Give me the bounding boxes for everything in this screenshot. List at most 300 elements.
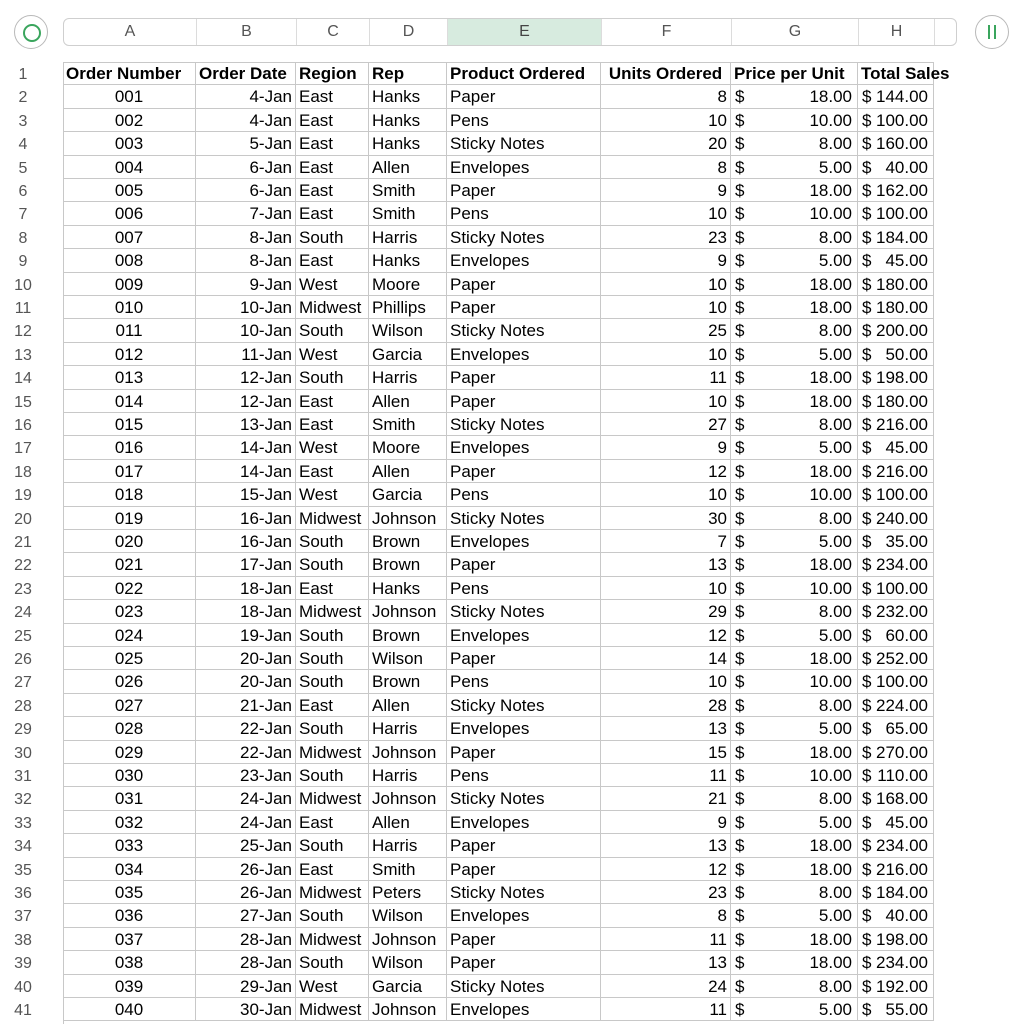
table-cell[interactable]: 11 [601,764,731,787]
table-cell[interactable]: 8 [601,156,731,179]
total-cell[interactable] [858,787,934,810]
row-number[interactable]: 29 [14,721,32,739]
price-cell[interactable] [731,156,858,179]
table-cell[interactable]: 16-Jan [196,507,296,530]
price-cell[interactable] [731,366,858,389]
table-cell[interactable]: Smith [369,179,447,202]
total-cell[interactable] [858,390,934,413]
table-cell[interactable]: Paper [447,273,601,296]
table-cell[interactable]: Brown [369,670,447,693]
table-cell[interactable]: East [296,179,369,202]
table-cell[interactable]: 22-Jan [196,741,296,764]
total-cell[interactable] [858,811,934,834]
table-cell[interactable]: East [296,694,369,717]
table-cell[interactable]: Paper [447,296,601,319]
table-cell[interactable]: Pens [447,483,601,506]
price-cell[interactable] [731,553,858,576]
table-cell[interactable]: 023 [63,600,196,623]
table-cell[interactable]: 12-Jan [196,366,296,389]
total-cell[interactable] [858,553,934,576]
table-cell[interactable]: 006 [63,202,196,225]
table-cell[interactable]: Sticky Notes [447,413,601,436]
row-number[interactable]: 28 [14,697,32,715]
column-header-d[interactable]: D [370,19,448,45]
price-cell[interactable] [731,132,858,155]
table-cell[interactable]: 12-Jan [196,390,296,413]
total-cell[interactable] [858,273,934,296]
table-cell[interactable]: Wilson [369,951,447,974]
table-cell[interactable]: 11 [601,928,731,951]
table-cell[interactable]: 011 [63,319,196,342]
row-number[interactable]: 39 [14,955,32,973]
table-cell[interactable]: Paper [447,366,601,389]
table-cell[interactable]: Pens [447,670,601,693]
row-number[interactable]: 34 [14,838,32,856]
row-number[interactable]: 2 [18,89,28,107]
table-cell[interactable]: Sticky Notes [447,881,601,904]
table-cell[interactable]: 30-Jan [196,998,296,1021]
price-cell[interactable] [731,577,858,600]
table-cell[interactable]: Allen [369,156,447,179]
table-cell[interactable]: Brown [369,553,447,576]
table-cell[interactable]: Allen [369,694,447,717]
table-cell[interactable]: Midwest [296,296,369,319]
table-cell[interactable]: East [296,85,369,108]
table-cell[interactable]: Envelopes [447,249,601,272]
table-cell[interactable]: 6-Jan [196,179,296,202]
table-cell[interactable]: Paper [447,951,601,974]
price-cell[interactable] [731,202,858,225]
column-header-e[interactable]: E [448,19,602,45]
table-cell[interactable]: East [296,460,369,483]
table-cell[interactable]: 12 [601,460,731,483]
row-number[interactable]: 33 [14,814,32,832]
table-cell[interactable]: 7-Jan [196,202,296,225]
table-cell[interactable]: Envelopes [447,717,601,740]
header-cell[interactable]: Order Number [63,62,196,85]
row-number[interactable]: 24 [14,604,32,622]
table-cell[interactable]: East [296,858,369,881]
total-cell[interactable] [858,483,934,506]
table-cell[interactable]: 027 [63,694,196,717]
table-cell[interactable]: East [296,577,369,600]
row-number[interactable]: 11 [14,300,32,317]
row-number[interactable]: 35 [14,861,32,879]
table-cell[interactable]: Midwest [296,741,369,764]
table-cell[interactable]: 025 [63,647,196,670]
table-cell[interactable]: 016 [63,436,196,459]
table-cell[interactable]: South [296,834,369,857]
row-number[interactable]: 31 [14,768,32,785]
table-cell[interactable]: 26-Jan [196,858,296,881]
table-cell[interactable]: Midwest [296,881,369,904]
table-cell[interactable]: 031 [63,787,196,810]
table-cell[interactable]: 037 [63,928,196,951]
total-cell[interactable] [858,858,934,881]
total-cell[interactable] [858,319,934,342]
table-cell[interactable]: Paper [447,179,601,202]
table-cell[interactable]: South [296,717,369,740]
table-cell[interactable]: South [296,530,369,553]
price-cell[interactable] [731,179,858,202]
row-number[interactable]: 38 [14,931,32,949]
table-cell[interactable]: 026 [63,670,196,693]
table-cell[interactable]: 24-Jan [196,787,296,810]
table-cell[interactable]: 13 [601,553,731,576]
table-cell[interactable]: Hanks [369,577,447,600]
table-cell[interactable]: Hanks [369,132,447,155]
table-cell[interactable]: 9 [601,179,731,202]
price-cell[interactable] [731,85,858,108]
table-cell[interactable]: 26-Jan [196,881,296,904]
table-cell[interactable]: Pens [447,577,601,600]
table-cell[interactable]: South [296,670,369,693]
table-cell[interactable]: 036 [63,904,196,927]
table-cell[interactable]: Harris [369,717,447,740]
total-cell[interactable] [858,741,934,764]
table-cell[interactable]: Envelopes [447,530,601,553]
row-number[interactable]: 40 [14,978,32,996]
table-cell[interactable]: Johnson [369,787,447,810]
table-cell[interactable]: 21-Jan [196,694,296,717]
table-cell[interactable]: Envelopes [447,811,601,834]
row-number[interactable]: 6 [18,183,28,200]
table-cell[interactable]: 20 [601,132,731,155]
table-cell[interactable]: 10 [601,390,731,413]
table-cell[interactable]: 28 [601,694,731,717]
price-cell[interactable] [731,717,858,740]
table-cell[interactable]: Paper [447,390,601,413]
total-cell[interactable] [858,881,934,904]
price-cell[interactable] [731,811,858,834]
table-cell[interactable]: Harris [369,764,447,787]
table-cell[interactable]: 003 [63,132,196,155]
table-cell[interactable]: 10 [601,343,731,366]
table-cell[interactable]: Peters [369,881,447,904]
table-cell[interactable]: Johnson [369,928,447,951]
table-cell[interactable]: East [296,202,369,225]
table-cell[interactable]: 015 [63,413,196,436]
table-cell[interactable]: Harris [369,366,447,389]
table-cell[interactable]: 10-Jan [196,319,296,342]
table-cell[interactable]: 11 [601,366,731,389]
price-cell[interactable] [731,787,858,810]
row-number[interactable]: 32 [14,791,32,809]
total-cell[interactable] [858,975,934,998]
row-number[interactable]: 26 [14,651,32,668]
table-cell[interactable]: Paper [447,460,601,483]
price-cell[interactable] [731,904,858,927]
row-number[interactable]: 20 [14,510,32,528]
table-cell[interactable]: 8-Jan [196,226,296,249]
table-cell[interactable]: Wilson [369,647,447,670]
table-cell[interactable]: Paper [447,834,601,857]
row-number[interactable]: 41 [14,1002,32,1019]
total-cell[interactable] [858,226,934,249]
row-number[interactable]: 30 [14,744,32,762]
table-cell[interactable]: 014 [63,390,196,413]
table-cell[interactable]: 15-Jan [196,483,296,506]
row-number[interactable]: 14 [14,370,32,388]
table-cell[interactable]: 13 [601,951,731,974]
table-cell[interactable]: 10 [601,273,731,296]
total-cell[interactable] [858,647,934,670]
table-cell[interactable]: Paper [447,928,601,951]
table-cell[interactable]: 13 [601,834,731,857]
table-cell[interactable]: Envelopes [447,904,601,927]
table-cell[interactable]: Envelopes [447,343,601,366]
table-cell[interactable]: 10 [601,202,731,225]
total-cell[interactable] [858,179,934,202]
total-cell[interactable] [858,904,934,927]
table-cell[interactable]: Harris [369,226,447,249]
price-cell[interactable] [731,670,858,693]
table-cell[interactable]: 022 [63,577,196,600]
table-cell[interactable]: South [296,647,369,670]
table-cell[interactable]: 017 [63,460,196,483]
price-cell[interactable] [731,436,858,459]
table-cell[interactable]: Allen [369,460,447,483]
header-cell[interactable]: Rep [369,62,447,85]
price-cell[interactable] [731,951,858,974]
table-cell[interactable]: Paper [447,647,601,670]
total-cell[interactable] [858,670,934,693]
total-cell[interactable] [858,460,934,483]
table-cell[interactable]: Smith [369,413,447,436]
table-cell[interactable]: 9 [601,249,731,272]
table-cell[interactable]: 21 [601,787,731,810]
row-number[interactable]: 1 [18,66,28,83]
price-cell[interactable] [731,881,858,904]
row-number[interactable]: 18 [14,463,32,481]
table-cell[interactable]: Envelopes [447,156,601,179]
table-cell[interactable]: 17-Jan [196,553,296,576]
table-cell[interactable]: South [296,904,369,927]
table-cell[interactable]: 6-Jan [196,156,296,179]
table-cell[interactable]: Brown [369,530,447,553]
table-cell[interactable]: South [296,226,369,249]
table-cell[interactable]: 4-Jan [196,85,296,108]
table-cell[interactable]: 028 [63,717,196,740]
table-cell[interactable]: East [296,390,369,413]
column-header-a[interactable]: A [64,19,197,45]
table-cell[interactable]: Paper [447,858,601,881]
table-cell[interactable]: Pens [447,764,601,787]
table-cell[interactable]: 11 [601,998,731,1021]
table-cell[interactable]: 021 [63,553,196,576]
table-cell[interactable]: 035 [63,881,196,904]
table-cell[interactable]: Johnson [369,998,447,1021]
table-cell[interactable]: East [296,132,369,155]
price-cell[interactable] [731,928,858,951]
table-cell[interactable]: 010 [63,296,196,319]
table-cell[interactable]: 10-Jan [196,296,296,319]
table-cell[interactable]: Sticky Notes [447,319,601,342]
table-cell[interactable]: Smith [369,858,447,881]
total-cell[interactable] [858,600,934,623]
table-cell[interactable]: Wilson [369,904,447,927]
price-cell[interactable] [731,600,858,623]
table-cell[interactable]: Pens [447,202,601,225]
table-cell[interactable]: 005 [63,179,196,202]
table-cell[interactable]: Allen [369,390,447,413]
table-cell[interactable]: Harris [369,834,447,857]
table-cell[interactable]: 27 [601,413,731,436]
table-cell[interactable]: 30 [601,507,731,530]
price-cell[interactable] [731,507,858,530]
table-cell[interactable]: 10 [601,483,731,506]
table-cell[interactable]: 25-Jan [196,834,296,857]
table-cell[interactable]: 18-Jan [196,600,296,623]
table-cell[interactable]: 23 [601,226,731,249]
total-cell[interactable] [858,530,934,553]
table-cell[interactable]: 28-Jan [196,951,296,974]
table-cell[interactable]: East [296,109,369,132]
row-number[interactable]: 10 [14,276,32,294]
header-cell[interactable]: Total Sales [858,62,934,85]
table-cell[interactable]: South [296,624,369,647]
total-cell[interactable] [858,577,934,600]
table-cell[interactable]: Paper [447,85,601,108]
table-cell[interactable]: 8-Jan [196,249,296,272]
table-cell[interactable]: 004 [63,156,196,179]
price-cell[interactable] [731,858,858,881]
column-header-c[interactable]: C [297,19,370,45]
row-number[interactable]: 19 [14,487,32,505]
table-cell[interactable]: 013 [63,366,196,389]
table-cell[interactable]: 5-Jan [196,132,296,155]
table-cell[interactable]: East [296,413,369,436]
price-cell[interactable] [731,390,858,413]
table-cell[interactable]: Envelopes [447,998,601,1021]
table-cell[interactable]: 038 [63,951,196,974]
row-number[interactable]: 13 [14,346,32,364]
row-number[interactable]: 12 [14,323,32,341]
price-cell[interactable] [731,998,858,1021]
header-cell[interactable]: Product Ordered [447,62,601,85]
table-cell[interactable]: 23 [601,881,731,904]
table-cell[interactable]: 12 [601,624,731,647]
table-cell[interactable]: Pens [447,109,601,132]
table-cell[interactable]: Smith [369,202,447,225]
table-cell[interactable]: Sticky Notes [447,507,601,530]
table-cell[interactable]: 8 [601,904,731,927]
table-cell[interactable]: 039 [63,975,196,998]
header-cell[interactable]: Units Ordered [601,62,731,85]
table-cell[interactable]: Hanks [369,249,447,272]
total-cell[interactable] [858,132,934,155]
price-cell[interactable] [731,764,858,787]
table-cell[interactable]: East [296,811,369,834]
table-cell[interactable]: 030 [63,764,196,787]
table-cell[interactable]: Moore [369,436,447,459]
price-cell[interactable] [731,741,858,764]
table-cell[interactable]: East [296,249,369,272]
table-cell[interactable]: Sticky Notes [447,132,601,155]
table-cell[interactable]: 27-Jan [196,904,296,927]
price-cell[interactable] [731,249,858,272]
table-cell[interactable]: 007 [63,226,196,249]
table-cell[interactable]: 25 [601,319,731,342]
row-number[interactable]: 25 [14,627,32,645]
table-cell[interactable]: Sticky Notes [447,694,601,717]
column-header-g[interactable]: G [732,19,859,45]
table-cell[interactable]: 029 [63,741,196,764]
select-all-button[interactable] [14,15,48,49]
table-cell[interactable]: 11-Jan [196,343,296,366]
table-cell[interactable]: Sticky Notes [447,600,601,623]
table-cell[interactable]: 18-Jan [196,577,296,600]
row-number[interactable]: 23 [14,580,32,598]
table-cell[interactable]: Midwest [296,928,369,951]
total-cell[interactable] [858,834,934,857]
header-cell[interactable]: Price per Unit [731,62,858,85]
price-cell[interactable] [731,975,858,998]
table-cell[interactable]: 14-Jan [196,460,296,483]
table-cell[interactable]: Sticky Notes [447,787,601,810]
price-cell[interactable] [731,624,858,647]
table-cell[interactable]: Midwest [296,998,369,1021]
table-cell[interactable]: 024 [63,624,196,647]
table-cell[interactable]: 9 [601,811,731,834]
total-cell[interactable] [858,928,934,951]
price-cell[interactable] [731,483,858,506]
table-cell[interactable]: Wilson [369,319,447,342]
table-cell[interactable]: 7 [601,530,731,553]
table-cell[interactable]: Hanks [369,85,447,108]
table-cell[interactable]: South [296,366,369,389]
total-cell[interactable] [858,507,934,530]
table-cell[interactable]: 20-Jan [196,670,296,693]
table-cell[interactable]: Allen [369,811,447,834]
table-cell[interactable]: West [296,483,369,506]
table-cell[interactable]: 29 [601,600,731,623]
table-cell[interactable]: South [296,951,369,974]
table-cell[interactable]: Moore [369,273,447,296]
table-cell[interactable]: Hanks [369,109,447,132]
table-cell[interactable]: West [296,436,369,459]
row-number[interactable]: 16 [14,417,32,434]
row-number[interactable]: 8 [18,229,28,247]
table-cell[interactable]: 9-Jan [196,273,296,296]
price-cell[interactable] [731,319,858,342]
table-cell[interactable]: 22-Jan [196,717,296,740]
table-cell[interactable]: Midwest [296,507,369,530]
total-cell[interactable] [858,202,934,225]
table-cell[interactable]: 012 [63,343,196,366]
table-cell[interactable]: 24-Jan [196,811,296,834]
price-cell[interactable] [731,296,858,319]
column-header-f[interactable]: F [602,19,732,45]
price-cell[interactable] [731,343,858,366]
table-cell[interactable]: Phillips [369,296,447,319]
table-cell[interactable]: 12 [601,858,731,881]
table-cell[interactable]: Paper [447,741,601,764]
table-cell[interactable]: 008 [63,249,196,272]
total-cell[interactable] [858,717,934,740]
table-cell[interactable]: 033 [63,834,196,857]
total-cell[interactable] [858,764,934,787]
table-cell[interactable]: 020 [63,530,196,553]
row-number[interactable]: 17 [14,440,32,458]
price-cell[interactable] [731,226,858,249]
price-cell[interactable] [731,460,858,483]
table-cell[interactable]: Johnson [369,507,447,530]
table-cell[interactable]: 019 [63,507,196,530]
table-cell[interactable]: 032 [63,811,196,834]
table-cell[interactable]: 9 [601,436,731,459]
table-cell[interactable]: 10 [601,577,731,600]
